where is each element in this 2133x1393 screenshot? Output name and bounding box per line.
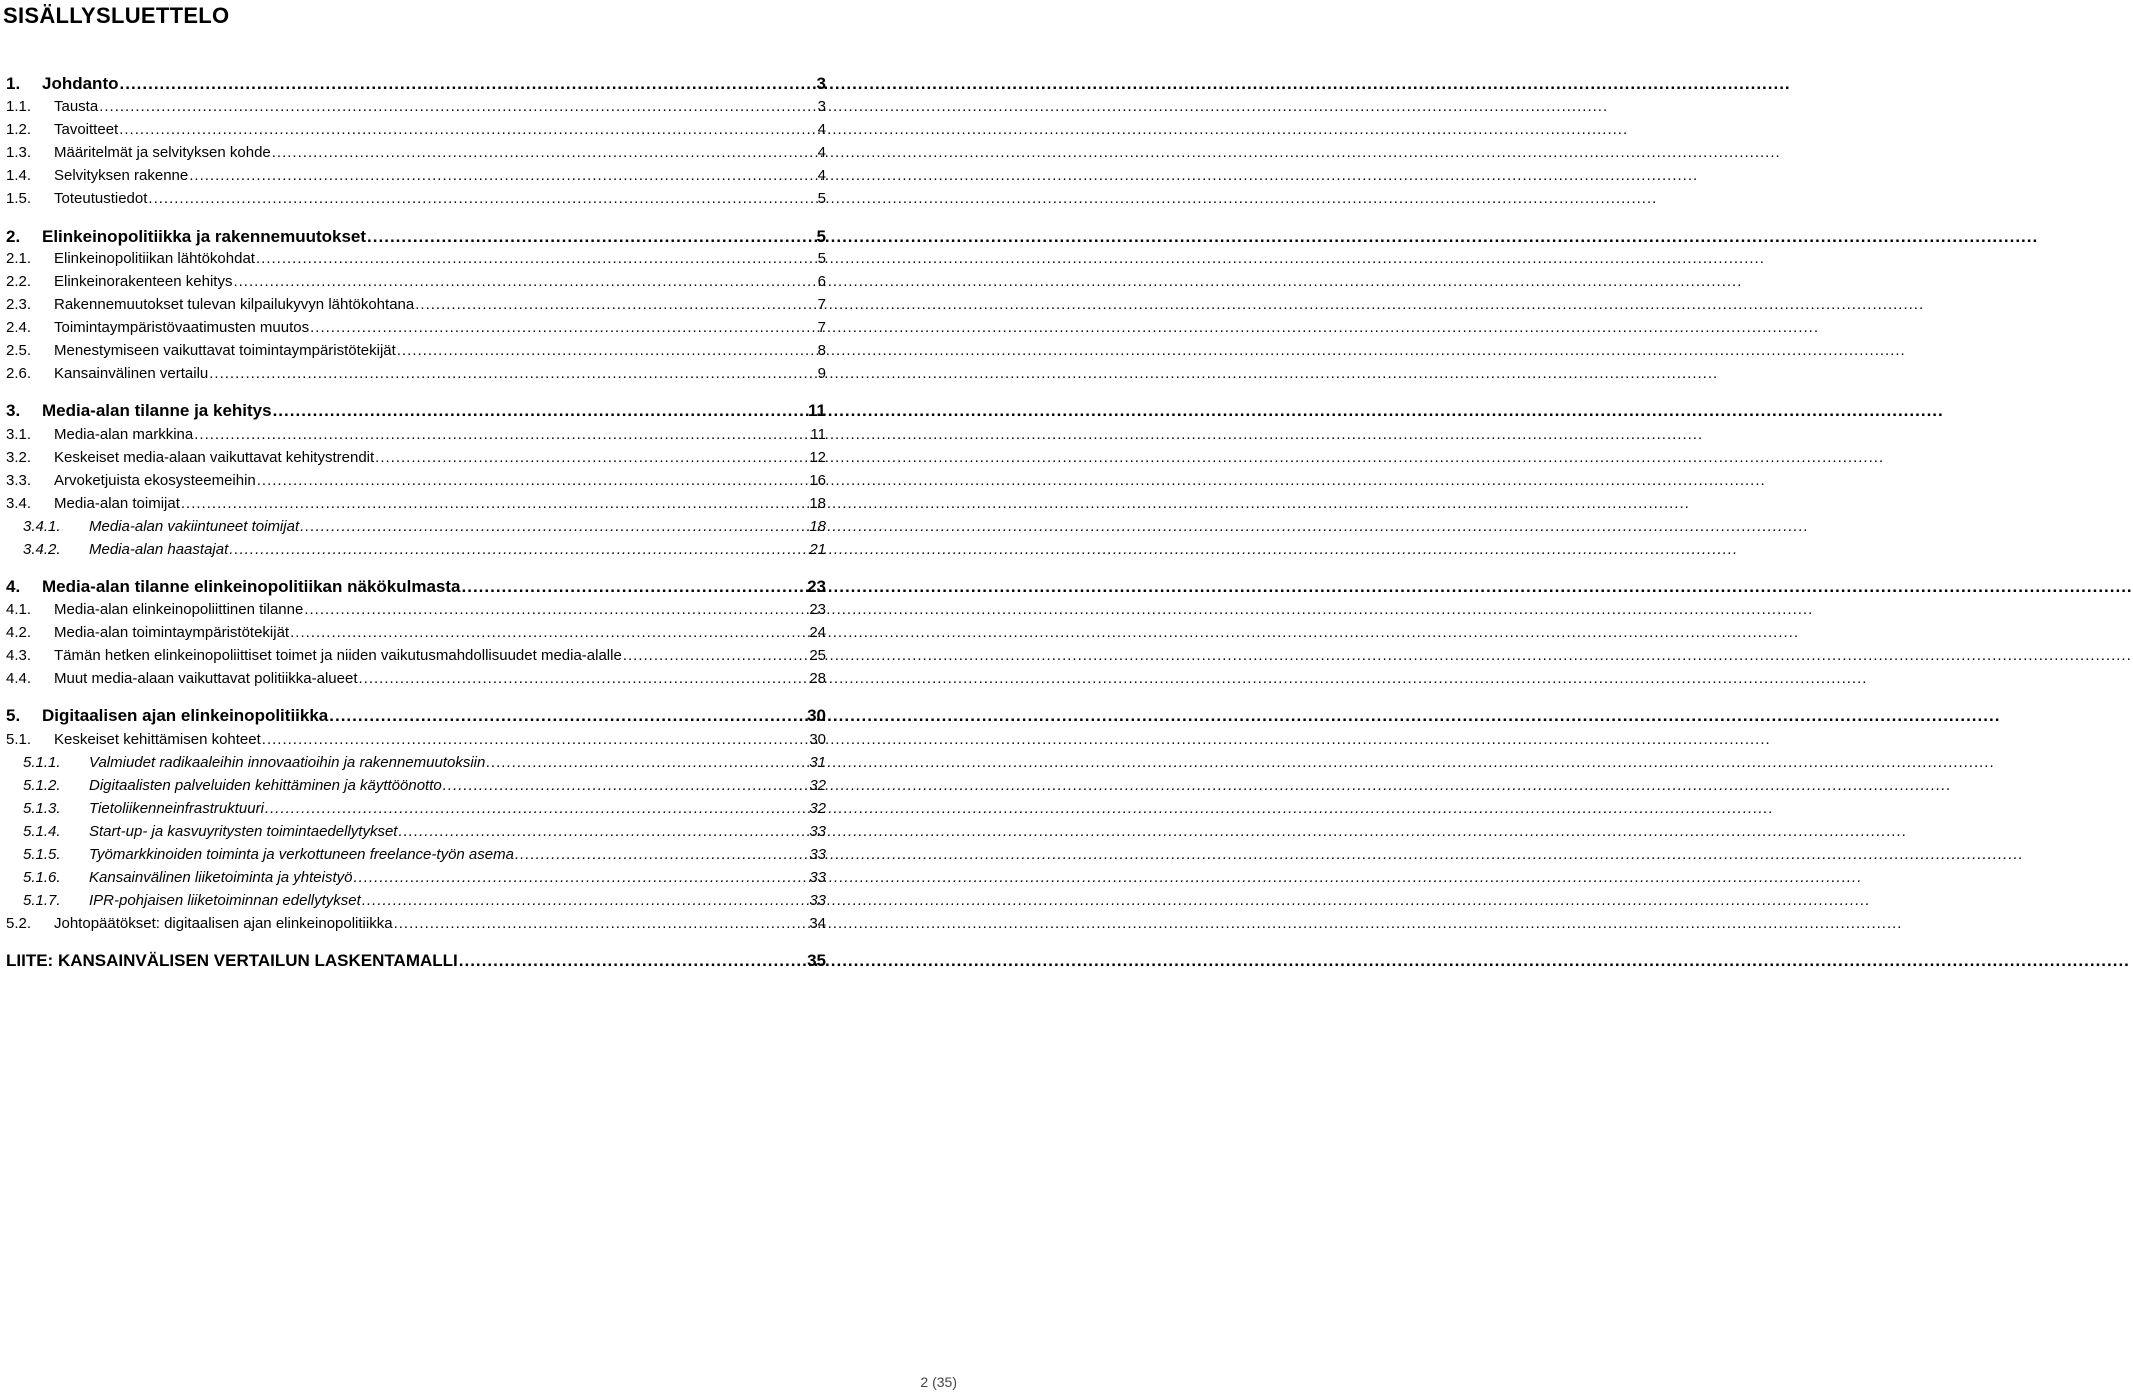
toc-leader-dots (398, 822, 808, 842)
toc-entry-number: 2.1. (6, 250, 32, 267)
toc-entry-number: 1.4. (6, 167, 32, 184)
toc-entry-number: 5.1.2. (23, 777, 61, 794)
toc-entry-title: Elinkeinorakenteen kehitys (54, 273, 233, 290)
toc-entry-number: 1.3. (6, 144, 32, 161)
toc-entry-number: 2. (6, 227, 21, 246)
toc-leader-dots (194, 425, 809, 445)
toc-entry-number: 3.3. (6, 472, 32, 489)
toc-entry[interactable] (6, 448, 826, 468)
toc-leader-dots (120, 73, 816, 95)
toc-entry-page: 30 (807, 706, 826, 725)
toc-entry[interactable] (6, 494, 826, 514)
toc-entry-page: 6 (817, 273, 826, 290)
toc-entry[interactable] (6, 669, 826, 689)
toc-leader-dots (119, 120, 816, 140)
toc-leader-dots (304, 600, 808, 620)
toc-leader-dots (443, 776, 809, 796)
toc-entry-page: 5 (816, 227, 826, 246)
toc-entry-number: 4.2. (6, 624, 32, 641)
page-number: 2 (35) (920, 1374, 957, 1390)
toc-entry-page: 3 (817, 98, 826, 115)
toc-entry[interactable] (6, 249, 826, 269)
toc-entry-number: 2.3. (6, 296, 32, 313)
toc-entry-page: 21 (809, 541, 826, 558)
toc-entry-page: 25 (809, 647, 826, 664)
toc-leader-dots (329, 705, 806, 727)
toc-entry-number: 3. (6, 401, 21, 420)
toc-entry-number: 5.1.6. (23, 869, 61, 886)
toc-entry-number: 1.1. (6, 98, 32, 115)
toc-entry-page: 8 (817, 342, 826, 359)
toc-entry-title: Media-alan haastajat (89, 541, 229, 558)
toc-entry-number: 5.1.1. (23, 754, 61, 771)
toc-entry-page: 23 (807, 577, 826, 596)
page-title: SISÄLLYSLUETTELO (3, 3, 230, 28)
toc-entry-page: 33 (809, 823, 826, 840)
toc-entry-page: 24 (809, 624, 826, 641)
toc-entry-title: Start-up- ja kasvuyritysten toimintaedellytykset (89, 823, 398, 840)
toc-entry-title: Tietoliikenneinfrastruktuuri (89, 800, 264, 817)
toc-entry-number: 1. (6, 74, 21, 93)
toc-entry[interactable] (6, 97, 826, 117)
toc-entry-title: Keskeiset media-alaan vaikuttavat kehitystrendit (54, 449, 375, 466)
toc-entry[interactable] (6, 646, 826, 666)
toc-entry-page: 33 (809, 869, 826, 886)
toc-entry-title: Elinkeinopolitiikan lähtökohdat (54, 250, 255, 267)
toc-entry-title: Tausta (54, 98, 99, 115)
toc-entry[interactable] (6, 471, 826, 491)
toc-entry-page: 4 (817, 167, 826, 184)
toc-entry-page: 4 (817, 121, 826, 138)
toc-entry-page: 34 (809, 915, 826, 932)
toc-entry-page: 3 (816, 74, 826, 93)
toc-entry-number: 5. (6, 706, 21, 725)
toc-entry-number: 5.1.3. (23, 800, 61, 817)
toc-entry-page: 5 (817, 250, 826, 267)
toc-leader-dots (256, 249, 817, 269)
toc-entry[interactable] (6, 341, 826, 361)
toc-entry-title: Media-alan toimijat (54, 495, 180, 512)
toc-entry[interactable] (6, 73, 826, 95)
toc-leader-dots (367, 226, 815, 248)
toc-entry-number: 4.4. (6, 670, 32, 687)
toc-entry-page: 4 (817, 144, 826, 161)
toc-leader-dots (290, 623, 808, 643)
toc-leader-dots (233, 272, 816, 292)
toc-entry-page: 30 (809, 731, 826, 748)
toc-leader-dots (209, 364, 816, 384)
toc-entry-number: 1.2. (6, 121, 32, 138)
toc-entry[interactable] (6, 600, 826, 620)
toc-leader-dots (397, 341, 817, 361)
toc-entry-page: 23 (809, 601, 826, 618)
toc-entry-number: 5.2. (6, 915, 32, 932)
toc-entry-page: 9 (817, 365, 826, 382)
toc-entry-title: Media-alan toimintaympäristötekijät (54, 624, 290, 641)
toc-entry[interactable] (6, 517, 826, 537)
toc-entry-title: Digitaalisen ajan elinkeinopolitiikka (42, 706, 329, 725)
toc-entry-page: 11 (808, 401, 826, 420)
toc-entry-title: Media-alan tilanne ja kehitys (42, 401, 272, 420)
toc-entry-number: 3.4.1. (23, 518, 61, 535)
toc-leader-dots (394, 914, 809, 934)
toc-entry-title: Tavoitteet (54, 121, 119, 138)
toc-entry[interactable] (6, 705, 826, 727)
toc-entry[interactable] (6, 891, 826, 911)
toc-entry[interactable] (6, 868, 826, 888)
toc-entry[interactable] (6, 400, 826, 422)
table-of-contents (0, 0, 960, 1393)
toc-entry[interactable] (6, 950, 826, 972)
toc-leader-dots (515, 845, 808, 865)
toc-entry-title: Valmiudet radikaaleihin innovaatioihin ja rakennemuutoksiin (89, 754, 486, 771)
toc-entry-title: Arvoketjuista ekosysteemeihin (54, 472, 256, 489)
toc-entry-page: 33 (809, 846, 826, 863)
toc-entry[interactable] (6, 540, 826, 560)
toc-entry-title: Media-alan elinkeinopoliittinen tilanne (54, 601, 304, 618)
toc-leader-dots (310, 318, 817, 338)
toc-entry-number: 4. (6, 577, 21, 596)
toc-entry[interactable] (6, 272, 826, 292)
toc-entry-title: Menestymiseen vaikuttavat toimintaympäristötekijät (54, 342, 396, 359)
toc-entry-number: 2.5. (6, 342, 32, 359)
toc-entry-page: 7 (817, 296, 826, 313)
toc-entry-title: Muut media-alaan vaikuttavat politiikka-alueet (54, 670, 358, 687)
toc-entry-page: 35 (807, 951, 826, 970)
toc-leader-dots (353, 868, 808, 888)
toc-entry-title: Määritelmät ja selvityksen kohde (54, 144, 271, 161)
toc-entry-title: Media-alan vakiintuneet toimijat (89, 518, 300, 535)
toc-entry[interactable] (6, 295, 826, 315)
toc-entry[interactable] (6, 364, 826, 384)
toc-entry-title: Johdanto (42, 74, 119, 93)
toc-entry[interactable] (6, 576, 826, 598)
toc-entry-title: Toimintaympäristövaatimusten muutos (54, 319, 310, 336)
toc-entry[interactable] (6, 226, 826, 248)
toc-entry-number: 4.3. (6, 647, 32, 664)
toc-entry-page: 31 (809, 754, 826, 771)
toc-entry-title: Rakennemuutokset tulevan kilpailukyvyn lähtökohtana (54, 296, 415, 313)
toc-entry-page: 28 (809, 670, 826, 687)
toc-entry-page: 5 (817, 190, 826, 207)
toc-entry-title: Työmarkkinoiden toiminta ja verkottuneen freelance-työn asema (89, 846, 514, 863)
toc-entry-number: 3.4.2. (23, 541, 61, 558)
toc-leader-dots (148, 189, 816, 209)
toc-entry-number: 3.4. (6, 495, 32, 512)
toc-entry-page: 32 (809, 800, 826, 817)
toc-entry-number: 4.1. (6, 601, 32, 618)
toc-leader-dots (415, 295, 816, 315)
toc-entry-page: 32 (809, 777, 826, 794)
toc-leader-dots (181, 494, 808, 514)
toc-entry[interactable] (6, 120, 826, 140)
toc-entry-title: Selvityksen rakenne (54, 167, 189, 184)
toc-leader-dots (257, 471, 809, 491)
toc-entry-page: 7 (817, 319, 826, 336)
toc-entry-title: Johtopäätökset: digitaalisen ajan elinkeinopolitiikka (54, 915, 393, 932)
toc-leader-dots (462, 576, 807, 598)
toc-entry-title: LIITE: KANSAINVÄLISEN VERTAILUN LASKENTAMALLI (6, 951, 458, 970)
toc-leader-dots (359, 669, 809, 689)
toc-entry-title: Kansainvälinen liiketoiminta ja yhteistyö (89, 869, 353, 886)
toc-entry-title: Kansainvälinen vertailu (54, 365, 209, 382)
toc-entry[interactable] (6, 914, 826, 934)
toc-entry[interactable] (6, 822, 826, 842)
toc-entry-number: 3.2. (6, 449, 32, 466)
toc-entry[interactable] (6, 189, 826, 209)
toc-entry-title: Toteutustiedot (54, 190, 148, 207)
toc-entry-number: 5.1. (6, 731, 32, 748)
toc-entry-number: 1.5. (6, 190, 32, 207)
toc-entry[interactable] (6, 776, 826, 796)
toc-entry[interactable] (6, 753, 826, 773)
toc-entry-title: Tämän hetken elinkeinopoliittiset toimet ja niiden vaikutusmahdollisuudet media-alalle (54, 647, 622, 664)
toc-leader-dots (362, 891, 809, 911)
toc-leader-dots (229, 540, 808, 560)
toc-entry-page: 18 (809, 518, 826, 535)
toc-entry-title: Media-alan tilanne elinkeinopolitiikan näkökulmasta (42, 577, 461, 596)
toc-entry-page: 18 (809, 495, 826, 512)
toc-leader-dots (99, 97, 816, 117)
toc-leader-dots (623, 646, 808, 666)
toc-leader-dots (375, 448, 808, 468)
toc-entry-number: 2.6. (6, 365, 32, 382)
toc-entry[interactable] (6, 730, 826, 750)
toc-entry[interactable] (6, 799, 826, 819)
toc-leader-dots (300, 517, 808, 537)
toc-entry[interactable] (6, 166, 826, 186)
toc-entry-number: 2.2. (6, 273, 32, 290)
toc-entry-number: 2.4. (6, 319, 32, 336)
toc-leader-dots (262, 730, 809, 750)
toc-entry-number: 5.1.7. (23, 892, 61, 909)
toc-entry[interactable] (6, 845, 826, 865)
toc-entry-title: Elinkeinopolitiikka ja rakennemuutokset (42, 227, 367, 246)
toc-entry-title: Keskeiset kehittämisen kohteet (54, 731, 261, 748)
toc-entry-title: IPR-pohjaisen liiketoiminnan edellytykset (89, 892, 361, 909)
toc-entry-page: 12 (809, 449, 826, 466)
toc-entry[interactable] (6, 623, 826, 643)
toc-entry-number: 5.1.4. (23, 823, 61, 840)
toc-leader-dots (486, 753, 808, 773)
toc-entry-page: 33 (809, 892, 826, 909)
toc-entry-number: 5.1.5. (23, 846, 61, 863)
toc-leader-dots (272, 143, 817, 163)
toc-entry[interactable] (6, 425, 826, 445)
toc-leader-dots (265, 799, 808, 819)
toc-leader-dots (189, 166, 816, 186)
toc-leader-dots (459, 950, 806, 972)
toc-entry-title: Digitaalisten palveluiden kehittäminen ja käyttöönotto (89, 777, 442, 794)
toc-entry-title: Media-alan markkina (54, 426, 194, 443)
toc-entry-number: 3.1. (6, 426, 32, 443)
toc-entry[interactable] (6, 318, 826, 338)
toc-leader-dots (273, 400, 807, 422)
toc-entry-page: 16 (809, 472, 826, 489)
toc-entry[interactable] (6, 143, 826, 163)
toc-entry-page: 11 (810, 426, 826, 443)
